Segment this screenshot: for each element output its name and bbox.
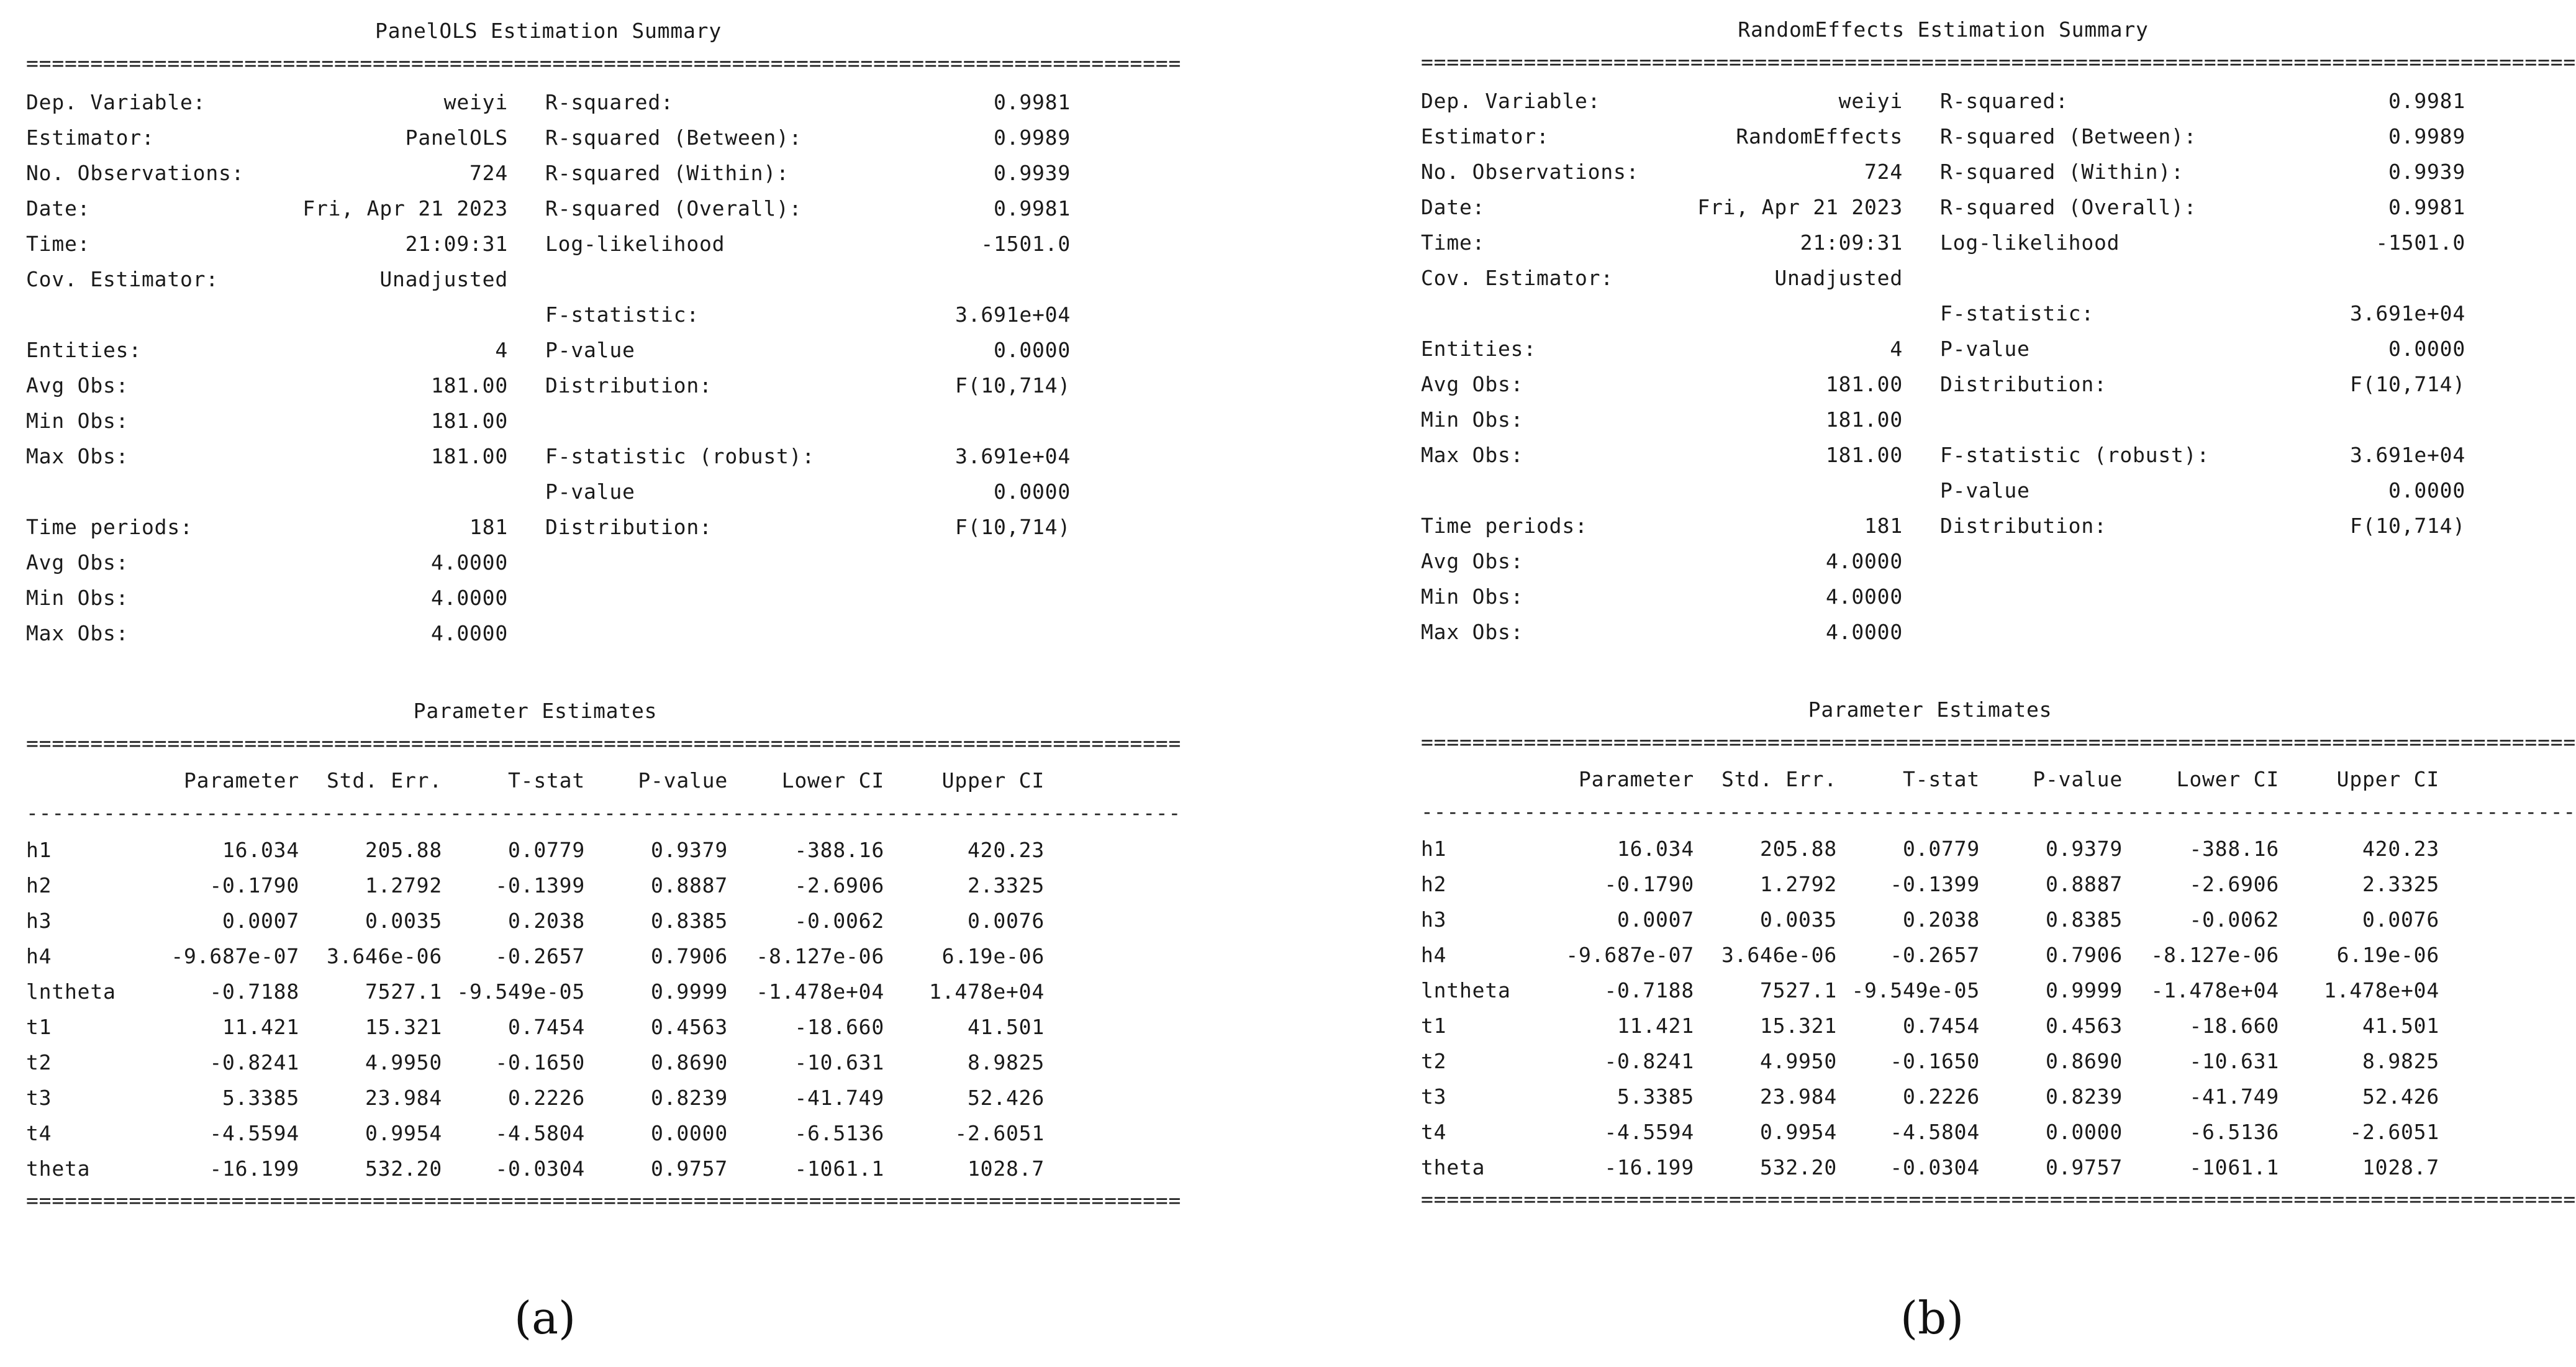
summary-label: Dep. Variable: xyxy=(1421,89,1601,113)
summary-value: Fri, Apr 21 2023 xyxy=(302,196,508,220)
param-cell: 41.501 xyxy=(2362,1014,2439,1038)
param-cell: 0.7906 xyxy=(2045,943,2123,967)
param-cell: 15.321 xyxy=(365,1015,442,1039)
summary-value: 0.9981 xyxy=(2388,89,2465,113)
param-name: t2 xyxy=(1421,1049,1447,1073)
param-cell: -1.478e+04 xyxy=(2151,978,2279,1002)
param-cell: -388.16 xyxy=(794,838,884,862)
param-cell: 3.646e-06 xyxy=(1721,943,1837,967)
param-cell: -0.1650 xyxy=(1890,1049,1980,1073)
param-cell: 0.9954 xyxy=(365,1121,442,1145)
param-name: theta xyxy=(26,1156,91,1181)
summary-label: Entities: xyxy=(26,338,142,362)
param-name: h4 xyxy=(1421,943,1447,967)
param-cell: 0.2226 xyxy=(1902,1084,1980,1109)
param-cell: 0.7454 xyxy=(507,1015,585,1039)
summary-value: PanelOLS xyxy=(405,125,508,150)
param-cell: 1.2792 xyxy=(365,873,442,897)
summary-value: 0.9981 xyxy=(993,196,1071,220)
summary-label: Time: xyxy=(26,232,91,256)
param-name: t1 xyxy=(1421,1014,1447,1038)
summary-label: R-squared: xyxy=(545,90,674,114)
summary-value: -1501.0 xyxy=(981,232,1071,256)
param-cell: 11.421 xyxy=(222,1015,299,1039)
summary-label: P-value xyxy=(1940,478,2030,502)
param-cell: 0.0000 xyxy=(650,1121,728,1145)
summary-value: 181.00 xyxy=(1825,407,1903,432)
summary-value: F(10,714) xyxy=(2349,514,2465,538)
param-name: theta xyxy=(1421,1155,1485,1179)
summary-label: Max Obs: xyxy=(26,444,129,468)
summary-label: Cov. Estimator: xyxy=(26,267,219,291)
param-name: h2 xyxy=(1421,872,1447,896)
param-rule-top: ========================================================================================== xyxy=(26,731,1182,755)
param-cell: 52.426 xyxy=(967,1086,1045,1110)
param-header: Std. Err. xyxy=(326,768,442,792)
param-cell: -0.1399 xyxy=(495,873,585,897)
param-cell: 0.9379 xyxy=(2045,837,2123,861)
param-cell: -0.0062 xyxy=(794,909,884,933)
param-cell: -0.1790 xyxy=(209,873,299,897)
summary-value: 4.0000 xyxy=(1825,549,1903,573)
param-cell: 5.3385 xyxy=(1617,1084,1694,1109)
param-cell: -0.0304 xyxy=(495,1156,585,1181)
param-cell: 0.0779 xyxy=(507,838,585,862)
summary-title: RandomEffects Estimation Summary xyxy=(1738,17,2149,42)
param-rule-top: ========================================================================================== xyxy=(1421,730,2576,754)
param-cell: 0.8690 xyxy=(650,1050,728,1074)
param-name: h4 xyxy=(26,944,52,968)
summary-label: Avg Obs: xyxy=(1421,549,1524,573)
param-cell: 5.3385 xyxy=(222,1086,299,1110)
param-cell: -0.0062 xyxy=(2189,907,2279,932)
param-cell: 0.0779 xyxy=(1902,837,1980,861)
param-cell: 0.0076 xyxy=(967,909,1045,933)
param-cell: 0.4563 xyxy=(2045,1014,2123,1038)
summary-label: R-squared (Between): xyxy=(1940,124,2197,148)
summary-label: Avg Obs: xyxy=(26,550,129,575)
summary-value: F(10,714) xyxy=(2349,372,2465,396)
param-cell: 6.19e-06 xyxy=(941,944,1045,968)
param-cell: 8.9825 xyxy=(2362,1049,2439,1073)
param-title: Parameter Estimates xyxy=(413,699,658,723)
param-name: h1 xyxy=(26,838,52,862)
summary-label: Log-likelihood xyxy=(1940,230,2120,255)
summary-value: 724 xyxy=(469,161,508,185)
summary-label: Time: xyxy=(1421,230,1485,255)
summary-value: 3.691e+04 xyxy=(955,444,1071,468)
param-cell: -9.549e-05 xyxy=(456,979,585,1004)
param-cell: -2.6051 xyxy=(955,1121,1045,1145)
summary-value: Fri, Apr 21 2023 xyxy=(1697,195,1903,219)
param-cell: -0.1650 xyxy=(495,1050,585,1074)
summary-value: 181 xyxy=(469,515,508,539)
param-header: P-value xyxy=(2033,767,2123,791)
param-cell: 0.9757 xyxy=(650,1156,728,1181)
param-cell: -8.127e-06 xyxy=(2151,943,2279,967)
summary-value: 3.691e+04 xyxy=(2349,443,2465,467)
param-cell: 0.8385 xyxy=(2045,907,2123,932)
param-cell: 0.9757 xyxy=(2045,1155,2123,1179)
summary-label: Min Obs: xyxy=(1421,584,1524,609)
summary-value: 4 xyxy=(1890,337,1903,361)
summary-value: 4 xyxy=(495,338,508,362)
summary-label: Log-likelihood xyxy=(545,232,725,256)
param-cell: -2.6906 xyxy=(794,873,884,897)
summary-value: 181.00 xyxy=(1825,443,1903,467)
param-cell: -0.8241 xyxy=(209,1050,299,1074)
param-header: Upper CI xyxy=(941,768,1045,792)
param-cell: 205.88 xyxy=(1759,837,1837,861)
summary-value: 4.0000 xyxy=(430,550,508,575)
param-cell: 0.8887 xyxy=(2045,872,2123,896)
summary-label: Time periods: xyxy=(1421,514,1588,538)
param-cell: 3.646e-06 xyxy=(326,944,442,968)
param-name: h2 xyxy=(26,873,52,897)
param-cell: -10.631 xyxy=(794,1050,884,1074)
param-name: t3 xyxy=(26,1086,52,1110)
param-cell: 1.478e+04 xyxy=(928,979,1045,1004)
param-header: P-value xyxy=(638,768,728,792)
param-cell: 1028.7 xyxy=(967,1156,1045,1181)
summary-label: Distribution: xyxy=(1940,514,2107,538)
summary-value: 0.0000 xyxy=(993,338,1071,362)
param-cell: 0.8887 xyxy=(650,873,728,897)
param-cell: 15.321 xyxy=(1759,1014,1837,1038)
summary-label: Min Obs: xyxy=(26,409,129,433)
caption-b xyxy=(1900,1292,1964,1344)
summary-label: Estimator: xyxy=(1421,124,1549,148)
param-cell: 23.984 xyxy=(365,1086,442,1110)
summary-value: 4.0000 xyxy=(1825,620,1903,644)
top-rule: ========================================================================================== xyxy=(26,51,1182,75)
param-cell: -4.5804 xyxy=(495,1121,585,1145)
param-name: h1 xyxy=(1421,837,1447,861)
summary-label: Min Obs: xyxy=(26,586,129,610)
summary-value: 0.0000 xyxy=(2388,337,2465,361)
param-cell: -41.749 xyxy=(2189,1084,2279,1109)
param-cell: 1.2792 xyxy=(1759,872,1837,896)
summary-value: 724 xyxy=(1864,160,1903,184)
summary-value: 0.0000 xyxy=(2388,478,2465,502)
param-cell: -9.549e-05 xyxy=(1851,978,1980,1002)
param-cell: 16.034 xyxy=(1617,837,1694,861)
summary-value: 3.691e+04 xyxy=(2349,301,2465,325)
summary-value: F(10,714) xyxy=(955,515,1071,539)
summary-label: No. Observations: xyxy=(26,161,245,185)
param-cell: 0.9379 xyxy=(650,838,728,862)
param-cell: -388.16 xyxy=(2189,837,2279,861)
summary-label: Date: xyxy=(26,196,91,220)
param-cell: -4.5594 xyxy=(1604,1120,1694,1144)
summary-value: -1501.0 xyxy=(2375,230,2465,255)
param-cell: -41.749 xyxy=(794,1086,884,1110)
param-cell: 1.478e+04 xyxy=(2323,978,2439,1002)
param-cell: 0.9954 xyxy=(1759,1120,1837,1144)
param-cell: 8.9825 xyxy=(967,1050,1045,1074)
param-cell: -0.1790 xyxy=(1604,872,1694,896)
summary-value: RandomEffects xyxy=(1736,124,1903,148)
param-cell: 2.3325 xyxy=(967,873,1045,897)
summary-label: R-squared (Within): xyxy=(1940,160,2184,184)
summary-label: Distribution: xyxy=(545,515,712,539)
summary-label: No. Observations: xyxy=(1421,160,1639,184)
summary-label: Entities: xyxy=(1421,337,1537,361)
param-title: Parameter Estimates xyxy=(1808,697,2052,722)
param-cell: 532.20 xyxy=(1759,1155,1837,1179)
param-cell: -1061.1 xyxy=(794,1156,884,1181)
param-cell: -2.6051 xyxy=(2349,1120,2439,1144)
param-cell: -6.5136 xyxy=(2189,1120,2279,1144)
param-cell: 52.426 xyxy=(2362,1084,2439,1109)
param-cell: 0.0035 xyxy=(1759,907,1837,932)
param-cell: 0.2038 xyxy=(1902,907,1980,932)
caption-b-text: (b) xyxy=(1900,1292,1964,1344)
param-cell: 0.0007 xyxy=(222,909,299,933)
param-cell: 16.034 xyxy=(222,838,299,862)
param-name: t1 xyxy=(26,1015,52,1039)
summary-value: F(10,714) xyxy=(955,373,1071,397)
param-cell: -0.8241 xyxy=(1604,1049,1694,1073)
param-header: T-stat xyxy=(507,768,585,792)
summary-label: R-squared (Within): xyxy=(545,161,789,185)
summary-label: Avg Obs: xyxy=(1421,372,1524,396)
param-cell: 532.20 xyxy=(365,1156,442,1181)
summary-value: 0.9939 xyxy=(993,161,1071,185)
summary-label: F-statistic (robust): xyxy=(1940,443,2210,467)
summary-value: 21:09:31 xyxy=(405,232,508,256)
param-cell: -1.478e+04 xyxy=(756,979,884,1004)
param-rule-bottom: ========================================================================================== xyxy=(1421,1187,2576,1211)
param-cell: 0.0076 xyxy=(2362,907,2439,932)
param-name: h3 xyxy=(26,909,52,933)
param-cell: 2.3325 xyxy=(2362,872,2439,896)
param-cell: -4.5594 xyxy=(209,1121,299,1145)
summary-value: 0.9939 xyxy=(2388,160,2465,184)
param-dash-rule: ------------------------------------------------------------------------------------------ xyxy=(26,801,1182,825)
summary-label: P-value xyxy=(545,479,635,504)
param-header: Lower CI xyxy=(781,768,884,792)
param-cell: 0.8239 xyxy=(2045,1084,2123,1109)
summary-value: 4.0000 xyxy=(430,586,508,610)
param-cell: 0.9999 xyxy=(2045,978,2123,1002)
param-cell: 0.7906 xyxy=(650,944,728,968)
summary-label: Estimator: xyxy=(26,125,155,150)
summary-value: 181.00 xyxy=(430,444,508,468)
param-header: T-stat xyxy=(1902,767,1980,791)
summary-label: R-squared (Overall): xyxy=(1940,195,2197,219)
summary-value: 181.00 xyxy=(430,409,508,433)
param-cell: -1061.1 xyxy=(2189,1155,2279,1179)
summary-label: Time periods: xyxy=(26,515,193,539)
param-cell: 0.7454 xyxy=(1902,1014,1980,1038)
summary-label: Max Obs: xyxy=(26,621,129,645)
summary-title: PanelOLS Estimation Summary xyxy=(374,19,722,43)
summary-value: weiyi xyxy=(1838,89,1903,113)
param-name: h3 xyxy=(1421,907,1447,932)
param-cell: -0.7188 xyxy=(209,979,299,1004)
summary-value: 0.9989 xyxy=(2388,124,2465,148)
summary-value: weiyi xyxy=(443,90,508,114)
param-cell: 0.0035 xyxy=(365,909,442,933)
summary-label: R-squared (Overall): xyxy=(545,196,802,220)
param-cell: -10.631 xyxy=(2189,1049,2279,1073)
param-cell: 0.0007 xyxy=(1617,907,1694,932)
param-name: t4 xyxy=(1421,1120,1447,1144)
param-name: t4 xyxy=(26,1121,52,1145)
summary-label: P-value xyxy=(545,338,635,362)
summary-label: F-statistic: xyxy=(1940,301,2095,325)
param-header: Lower CI xyxy=(2176,767,2279,791)
param-name: lntheta xyxy=(26,979,116,1004)
param-cell: -4.5804 xyxy=(1890,1120,1980,1144)
summary-value: 4.0000 xyxy=(430,621,508,645)
top-rule: ========================================================================================== xyxy=(1421,50,2576,74)
summary-value: 3.691e+04 xyxy=(955,302,1071,327)
param-header: Parameter xyxy=(1578,767,1694,791)
summary-value: 0.9989 xyxy=(993,125,1071,150)
param-rule-bottom: ========================================================================================== xyxy=(26,1188,1182,1212)
summary-value: 181 xyxy=(1864,514,1903,538)
summary-label: Cov. Estimator: xyxy=(1421,266,1614,290)
summary-label: Distribution: xyxy=(545,373,712,397)
param-cell: -9.687e-07 xyxy=(1566,943,1694,967)
summary-value: 4.0000 xyxy=(1825,584,1903,609)
summary-value: 0.0000 xyxy=(993,479,1071,504)
summary-label: Max Obs: xyxy=(1421,620,1524,644)
param-cell: -18.660 xyxy=(794,1015,884,1039)
param-cell: 0.8385 xyxy=(650,909,728,933)
summary-label: F-statistic (robust): xyxy=(545,444,815,468)
param-cell: 4.9950 xyxy=(1759,1049,1837,1073)
caption-a-text: (a) xyxy=(514,1292,576,1344)
param-header: Upper CI xyxy=(2336,767,2439,791)
param-cell: -18.660 xyxy=(2189,1014,2279,1038)
param-cell: 0.8690 xyxy=(2045,1049,2123,1073)
summary-label: Min Obs: xyxy=(1421,407,1524,432)
param-name: t2 xyxy=(26,1050,52,1074)
param-cell: 0.4563 xyxy=(650,1015,728,1039)
param-header: Parameter xyxy=(183,768,299,792)
summary-label: P-value xyxy=(1940,337,2030,361)
param-cell: 0.2038 xyxy=(507,909,585,933)
caption-a xyxy=(514,1292,576,1344)
summary-label: Max Obs: xyxy=(1421,443,1524,467)
param-cell: -0.2657 xyxy=(495,944,585,968)
param-dash-rule: ------------------------------------------------------------------------------------------ xyxy=(1421,799,2576,824)
param-cell: -8.127e-06 xyxy=(756,944,884,968)
param-cell: 0.0000 xyxy=(2045,1120,2123,1144)
param-cell: 23.984 xyxy=(1759,1084,1837,1109)
param-cell: 11.421 xyxy=(1617,1014,1694,1038)
param-header: Std. Err. xyxy=(1721,767,1837,791)
param-cell: 0.2226 xyxy=(507,1086,585,1110)
summary-label: Date: xyxy=(1421,195,1485,219)
param-cell: 0.8239 xyxy=(650,1086,728,1110)
param-cell: 7527.1 xyxy=(1759,978,1837,1002)
param-name: t3 xyxy=(1421,1084,1447,1109)
summary-value: Unadjusted xyxy=(1774,266,1903,290)
param-cell: -6.5136 xyxy=(794,1121,884,1145)
summary-value: 181.00 xyxy=(430,373,508,397)
summary-label: R-squared: xyxy=(1940,89,2069,113)
param-cell: 7527.1 xyxy=(365,979,442,1004)
param-cell: -0.2657 xyxy=(1890,943,1980,967)
param-cell: -0.0304 xyxy=(1890,1155,1980,1179)
param-cell: 41.501 xyxy=(967,1015,1045,1039)
param-cell: -16.199 xyxy=(209,1156,299,1181)
param-cell: -0.7188 xyxy=(1604,978,1694,1002)
param-cell: -2.6906 xyxy=(2189,872,2279,896)
param-cell: 420.23 xyxy=(967,838,1045,862)
summary-value: 21:09:31 xyxy=(1800,230,1903,255)
param-name: lntheta xyxy=(1421,978,1511,1002)
summary-label: Dep. Variable: xyxy=(26,90,206,114)
summary-value: 0.9981 xyxy=(2388,195,2465,219)
summary-label: Avg Obs: xyxy=(26,373,129,397)
param-cell: -0.1399 xyxy=(1890,872,1980,896)
summary-value: 181.00 xyxy=(1825,372,1903,396)
param-cell: 420.23 xyxy=(2362,837,2439,861)
param-cell: 205.88 xyxy=(365,838,442,862)
param-cell: 1028.7 xyxy=(2362,1155,2439,1179)
summary-label: Distribution: xyxy=(1940,372,2107,396)
summary-value: 0.9981 xyxy=(993,90,1071,114)
param-cell: -16.199 xyxy=(1604,1155,1694,1179)
summary-value: Unadjusted xyxy=(379,267,508,291)
summary-label: R-squared (Between): xyxy=(545,125,802,150)
param-cell: 6.19e-06 xyxy=(2336,943,2439,967)
param-cell: -9.687e-07 xyxy=(171,944,299,968)
param-cell: 4.9950 xyxy=(365,1050,442,1074)
param-cell: 0.9999 xyxy=(650,979,728,1004)
summary-label: F-statistic: xyxy=(545,302,700,327)
